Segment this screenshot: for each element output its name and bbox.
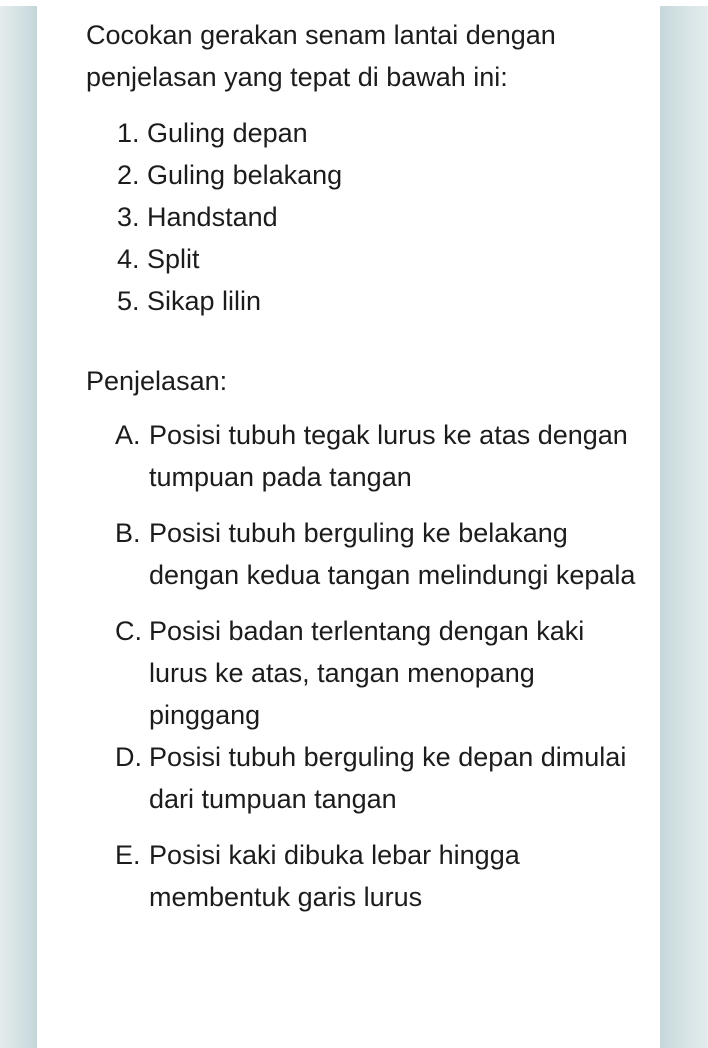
explanation-item (86, 610, 646, 736)
explanation-item (86, 512, 646, 596)
explanation-text: Posisi badan terlentang dengan kaki lurus ke atas, tangan menopang pinggang (149, 616, 585, 730)
explanation-marker: D. (115, 742, 142, 772)
explanation-marker: B. (115, 518, 141, 548)
explanation-text: Posisi tubuh tegak lurus ke atas dengan tumpuan pada tangan (149, 420, 628, 492)
question-text: Cocokan gerakan senam lantai dengan penjelasan yang tepat di bawah ini: (86, 20, 556, 92)
movement-item: 5. Sikap lilin (117, 286, 262, 316)
question-content (86, 14, 646, 918)
question-card (37, 6, 660, 1048)
explanation-item (86, 736, 646, 820)
movement-item: 1. Guling depan (117, 118, 308, 148)
explanation-text: Posisi kaki dibuka lebar hingga membentuk garis lurus (149, 840, 520, 912)
explanation-marker: A. (115, 420, 141, 450)
explanation-text: Posisi tubuh berguling ke depan dimulai dari tumpuan tangan (149, 742, 627, 814)
right-page-edge (660, 6, 708, 1048)
explanation-text: Posisi tubuh berguling ke belakang dengan kedua tangan melindungi kepala (149, 518, 636, 590)
explanation-list (86, 414, 646, 918)
explanations-title: Penjelasan: (86, 366, 228, 396)
movement-list (86, 112, 646, 322)
explanation-marker: E. (115, 840, 141, 870)
movement-item: 2. Guling belakang (117, 160, 343, 190)
movement-item: 3. Handstand (117, 202, 278, 232)
explanation-item (86, 834, 646, 918)
explanation-item (86, 414, 646, 498)
movement-item: 4. Split (117, 244, 200, 274)
explanation-marker: C. (115, 616, 142, 646)
left-page-edge (0, 6, 37, 1048)
